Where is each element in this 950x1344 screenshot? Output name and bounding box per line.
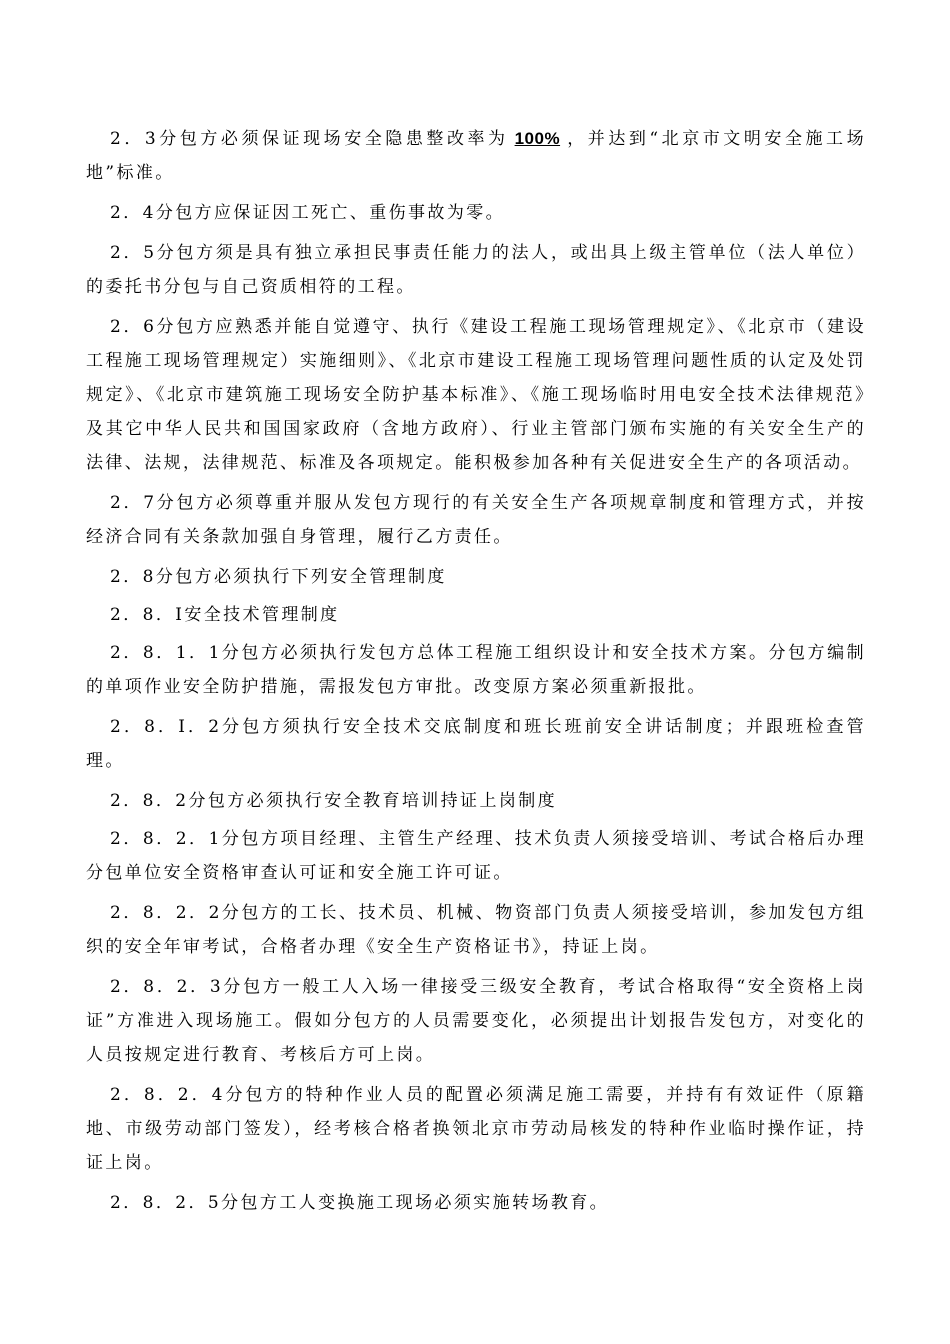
paragraph-text: 2．8．2．1分包方项目经理、主管生产经理、技术负责人须接受培训、考试合格后办理分包单位安全资格审查认可证和安全施工许可证。 — [86, 829, 866, 883]
paragraph-text: 2．8．2．3分包方一般工人入场一律接受三级安全教育，考试合格取得“安全资格上岗证”方准进入现场施工。假如分包方的人员需要变化，必须提出计划报告发包方，对变化的人员按规定进行教育、考核后方可上岗。 — [86, 977, 866, 1065]
paragraph-2-8-1 — [86, 598, 866, 632]
paragraph-text: 2．6分包方应熟悉并能自觉遵守、执行《建设工程施工现场管理规定》、《北京市（建设工程施工现场管理规定）实施细则》、《北京市建设工程施工现场管理问题性质的认定及处罚规定》、《北京市建筑施工现场安全防护基本标准》、《施工现场临时用电安全技术法律规范》及其它中华人民共和国国家政府（含地方政府）、行业主管部门颁布实施的有关安全生产的法律、法规，法律规范、标准及各项规定。能积极参加各种有关促进安全生产的各项活动。 — [86, 317, 866, 473]
paragraph-text: 2．8分包方必须执行下列安全管理制度 — [110, 567, 447, 587]
paragraph-text: 2．5分包方须是具有独立承担民事责任能力的法人，或出具上级主管单位（法人单位）的委托书分包与自己资质相符的工程。 — [86, 243, 866, 297]
paragraph-2-8-2-4 — [86, 1078, 866, 1180]
paragraph-2-8-1-2 — [86, 710, 866, 778]
paragraph-2-5 — [86, 236, 866, 304]
paragraph-2-8-2 — [86, 784, 866, 818]
paragraph-2-7 — [86, 486, 866, 554]
paragraph-text: 2．8．2．2分包方的工长、技术员、机械、物资部门负责人须接受培训，参加发包方组织的安全年审考试，合格者办理《安全生产资格证书》，持证上岗。 — [86, 903, 866, 957]
paragraph-text: 2．8．Ⅰ．2分包方须执行安全技术交底制度和班长班前安全讲话制度；并跟班检查管理。 — [86, 717, 866, 771]
rectification-rate-value: 100% — [514, 129, 561, 148]
paragraph-2-3 — [86, 122, 866, 190]
paragraph-2-8 — [86, 560, 866, 594]
paragraph-2-8-2-1 — [86, 822, 866, 890]
paragraph-2-6 — [86, 310, 866, 480]
paragraph-2-4 — [86, 196, 866, 230]
document-body — [86, 122, 866, 1226]
paragraph-text: ，并达到“北京市文明安全施工场地”标准。 — [86, 129, 866, 183]
paragraph-2-8-2-3 — [86, 970, 866, 1072]
paragraph-text: 2．7分包方必须尊重并服从发包方现行的有关安全生产各项规章制度和管理方式，并按经济合同有关条款加强自身管理，履行乙方责任。 — [86, 493, 866, 547]
paragraph-text: 2．8．2．5分包方工人变换施工现场必须实施转场教育。 — [110, 1193, 610, 1213]
paragraph-text: 2．8．1．1分包方必须执行发包方总体工程施工组织设计和安全技术方案。分包方编制的单项作业安全防护措施，需报发包方审批。改变原方案必须重新报批。 — [86, 643, 866, 697]
paragraph-text: 2．8．2．4分包方的特种作业人员的配置必须满足施工需要，并持有有效证件（原籍地、市级劳动部门签发），经考核合格者换领北京市劳动局核发的特种作业临时操作证，持证上岗。 — [86, 1085, 866, 1173]
paragraph-text: 2．4分包方应保证因工死亡、重伤事故为零。 — [110, 203, 506, 223]
paragraph-2-8-2-2 — [86, 896, 866, 964]
paragraph-text: 2．8．2分包方必须执行安全教育培训持证上岗制度 — [110, 791, 558, 811]
paragraph-2-8-1-1 — [86, 636, 866, 704]
paragraph-2-8-2-5 — [86, 1186, 866, 1220]
paragraph-text: 2．3分包方必须保证现场安全隐患整改率为 — [110, 129, 509, 149]
paragraph-text: 2．8．Ⅰ安全技术管理制度 — [110, 605, 340, 625]
